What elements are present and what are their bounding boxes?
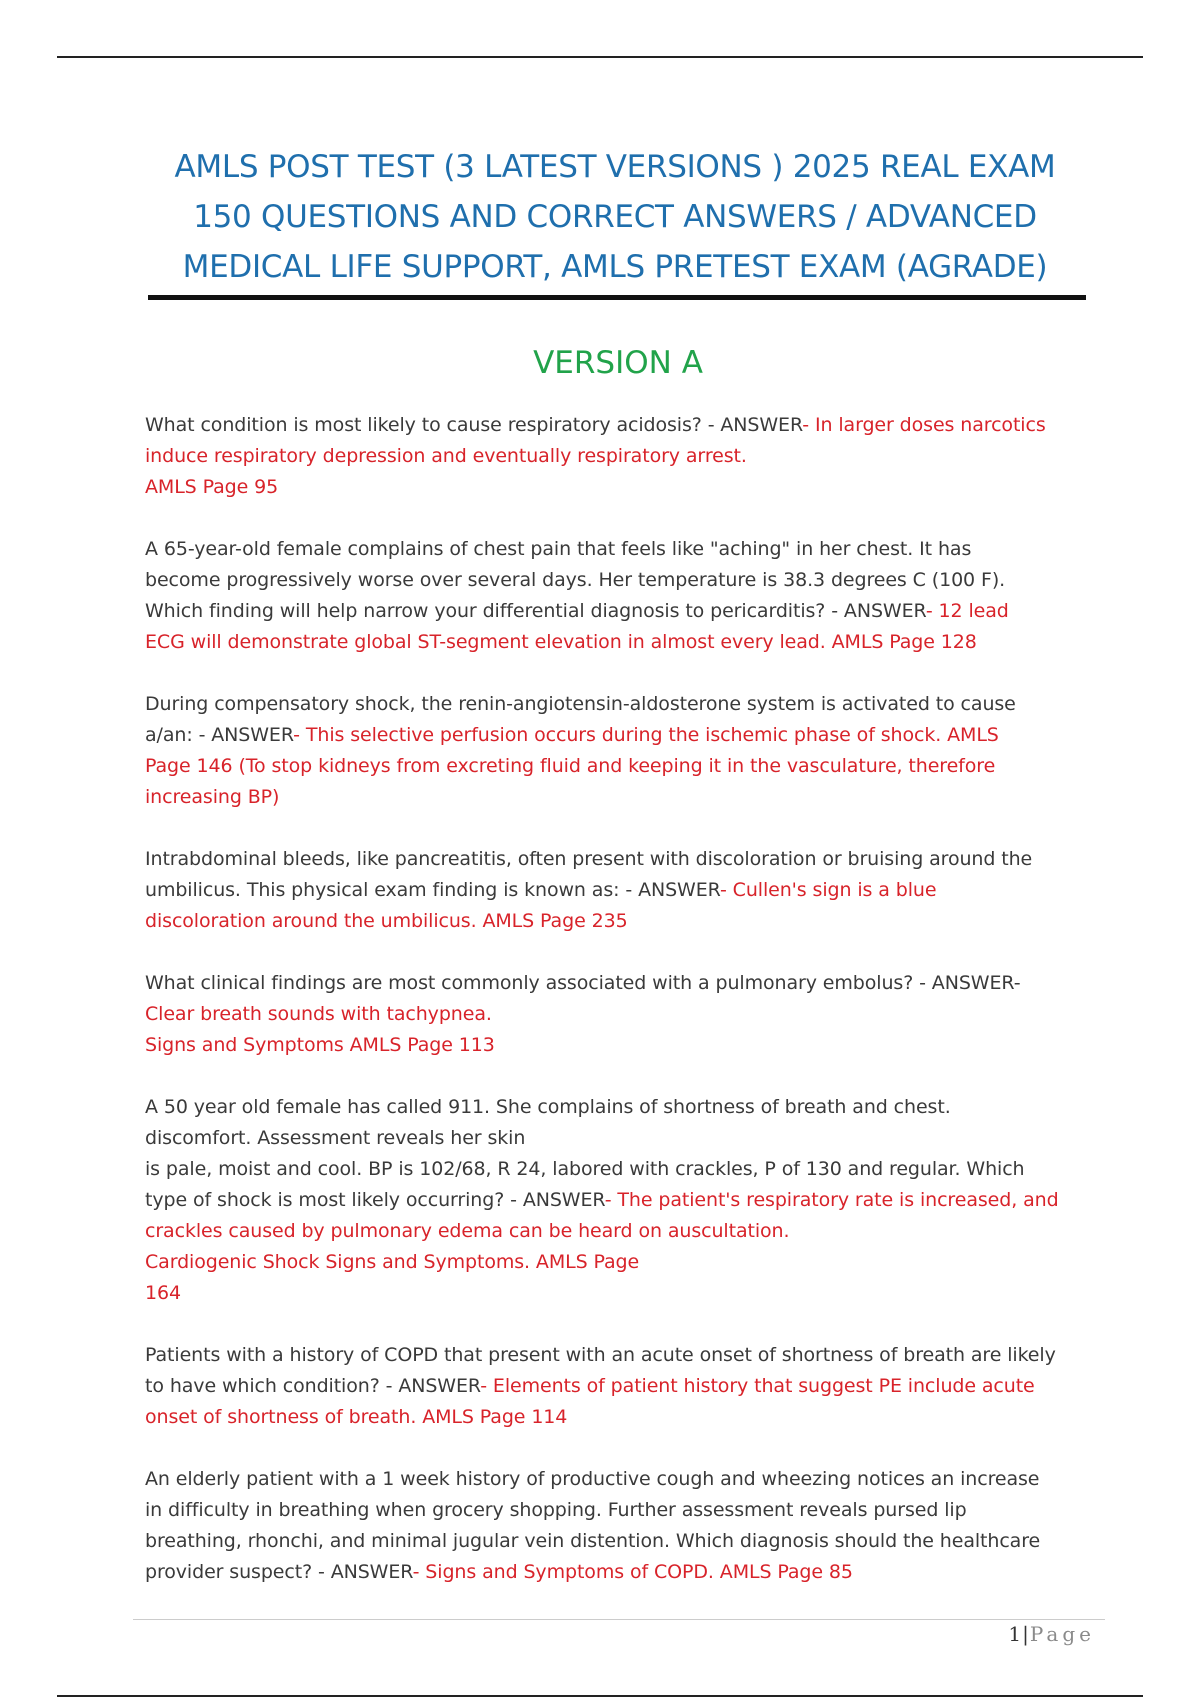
qa-line — [145, 1526, 1105, 1557]
question-text: in difficulty in breathing when grocery shopping. Further assessment reveals pursed lip — [145, 1499, 967, 1521]
qa-line — [145, 689, 1105, 720]
qa-line — [145, 472, 1105, 503]
qa-line — [145, 1092, 1105, 1123]
qa-list — [145, 410, 1105, 1619]
question-text: is pale, moist and cool. BP is 102/68, R 24, labored with crackles, P of 130 and regular. Which — [145, 1158, 1025, 1180]
answer-text: 164 — [145, 1282, 181, 1304]
answer-text: Page 146 (To stop kidneys from excreting fluid and keeping it in the vasculature, therefore — [145, 755, 996, 777]
question-text: breathing, rhonchi, and minimal jugular vein distention. Which diagnosis should the healthcare — [145, 1530, 1041, 1552]
answer-text: induce respiratory depression and eventually respiratory arrest. — [145, 445, 747, 467]
qa-line — [145, 410, 1105, 441]
qa-line — [145, 1185, 1105, 1216]
document-title — [145, 142, 1085, 292]
version-heading: VERSION A — [533, 345, 703, 381]
qa-line — [145, 1495, 1105, 1526]
qa-item — [145, 1340, 1105, 1433]
qa-item — [145, 689, 1105, 813]
qa-item — [145, 410, 1105, 503]
answer-text: - In larger doses narcotics — [802, 414, 1046, 436]
question-text: What condition is most likely to cause respiratory acidosis? - ANSWER — [145, 414, 803, 436]
answer-text: ECG will demonstrate global ST-segment elevation in almost every lead. AMLS Page 128 — [145, 631, 977, 653]
qa-line — [145, 999, 1105, 1030]
question-text: A 65-year-old female complains of chest pain that feels like "aching" in her chest. It has — [145, 538, 972, 560]
qa-line — [145, 844, 1105, 875]
qa-line — [145, 1030, 1105, 1061]
question-text: discomfort. Assessment reveals her skin — [145, 1127, 526, 1149]
qa-line — [145, 1278, 1105, 1309]
qa-line — [145, 1402, 1105, 1433]
footer-rule — [133, 1619, 1105, 1620]
answer-text: Signs and Symptoms AMLS Page 113 — [145, 1034, 495, 1056]
qa-line — [145, 627, 1105, 658]
qa-line — [145, 596, 1105, 627]
page-label: Page — [1029, 1622, 1095, 1646]
answer-text: - Signs and Symptoms of COPD. AMLS Page 85 — [412, 1561, 853, 1583]
question-text: A 50 year old female has called 911. She complains of shortness of breath and chest. — [145, 1096, 951, 1118]
qa-item — [145, 534, 1105, 658]
qa-line — [145, 906, 1105, 937]
answer-text: - Cullen's sign is a blue — [719, 879, 937, 901]
question-text: Patients with a history of COPD that present with an acute onset of shortness of breath are likely — [145, 1344, 1056, 1366]
answer-text: Clear breath sounds with tachypnea. — [145, 1003, 492, 1025]
question-text: type of shock is most likely occurring? - ANSWER — [145, 1189, 605, 1211]
qa-line — [145, 1216, 1105, 1247]
top-rule — [57, 56, 1143, 58]
qa-line — [145, 534, 1105, 565]
question-text: What clinical findings are most commonly associated with a pulmonary embolus? - ANSWER- — [145, 972, 1021, 994]
qa-line — [145, 1154, 1105, 1185]
qa-line — [145, 1123, 1105, 1154]
question-text: a/an: - ANSWER — [145, 724, 294, 746]
title-line: MEDICAL LIFE SUPPORT, AMLS PRETEST EXAM (AGRADE) — [182, 249, 1048, 285]
question-text: umbilicus. This physical exam finding is known as: - ANSWER — [145, 879, 720, 901]
answer-text: - Elements of patient history that suggest PE include acute — [480, 1375, 1035, 1397]
question-text: to have which condition? - ANSWER — [145, 1375, 481, 1397]
qa-item — [145, 1092, 1105, 1309]
qa-line — [145, 720, 1105, 751]
title-line: 150 QUESTIONS AND CORRECT ANSWERS / ADVANCED — [193, 199, 1037, 235]
answer-text: - This selective perfusion occurs during the ischemic phase of shock. AMLS — [293, 724, 999, 746]
answer-text: AMLS Page 95 — [145, 476, 279, 498]
qa-line — [145, 968, 1105, 999]
qa-line — [145, 751, 1105, 782]
qa-item — [145, 1464, 1105, 1588]
answer-text: Cardiogenic Shock Signs and Symptoms. AMLS Page — [145, 1251, 640, 1273]
qa-line — [145, 782, 1105, 813]
bottom-rule — [57, 1695, 1143, 1697]
qa-line — [145, 1247, 1105, 1278]
title-underline — [148, 295, 1086, 300]
question-text: become progressively worse over several days. Her temperature is 38.3 degrees C (100 F). — [145, 569, 1006, 591]
answer-text: discoloration around the umbilicus. AMLS Page 235 — [145, 910, 628, 932]
page-number-value: 1 — [1008, 1622, 1023, 1646]
qa-line — [145, 1464, 1105, 1495]
title-line: AMLS POST TEST (3 LATEST VERSIONS ) 2025 REAL EXAM — [174, 149, 1056, 185]
question-text: An elderly patient with a 1 week history of productive cough and wheezing notices an increase — [145, 1468, 1040, 1490]
qa-line — [145, 875, 1105, 906]
qa-line — [145, 1557, 1105, 1588]
qa-line — [145, 1340, 1105, 1371]
qa-item — [145, 844, 1105, 937]
page-separator: | — [1022, 1622, 1030, 1646]
question-text: During compensatory shock, the renin-angiotensin-aldosterone system is activated to cause — [145, 693, 1016, 715]
page-number — [1008, 1622, 1095, 1646]
qa-line — [145, 565, 1105, 596]
question-text: Intrabdominal bleeds, like pancreatitis, often present with discoloration or bruising around the — [145, 848, 1033, 870]
answer-text: - The patient's respiratory rate is increased, and — [604, 1189, 1059, 1211]
answer-text: - 12 lead — [925, 600, 1009, 622]
answer-text: increasing BP) — [145, 786, 280, 808]
answer-text: crackles caused by pulmonary edema can be heard on auscultation. — [145, 1220, 790, 1242]
qa-line — [145, 1371, 1105, 1402]
answer-text: onset of shortness of breath. AMLS Page 114 — [145, 1406, 568, 1428]
qa-line — [145, 441, 1105, 472]
question-text: provider suspect? - ANSWER — [145, 1561, 413, 1583]
qa-item — [145, 968, 1105, 1061]
question-text: Which finding will help narrow your differential diagnosis to pericarditis? - ANSWER — [145, 600, 926, 622]
